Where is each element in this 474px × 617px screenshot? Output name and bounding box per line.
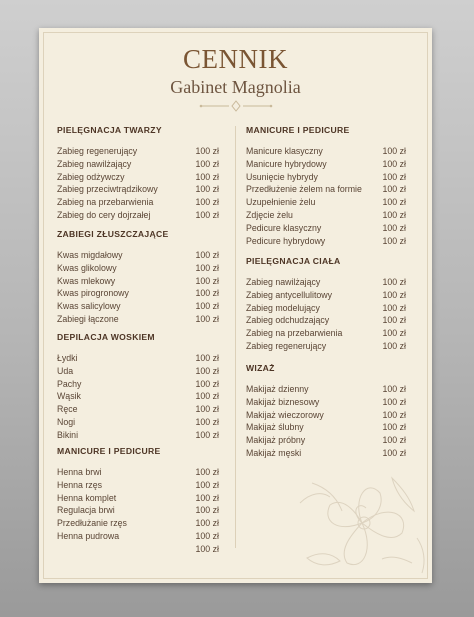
service-price: 100 zł: [382, 222, 406, 233]
section-title: MANICURE I PEDICURE: [246, 125, 350, 135]
service-name: Bikini: [57, 429, 79, 440]
price-item: [246, 223, 406, 236]
service-name: Uzupełnienie żelu: [246, 197, 316, 208]
service-price: 100 zł: [195, 543, 219, 554]
service-price: 100 zł: [382, 340, 406, 351]
service-name: Uda: [57, 365, 74, 376]
service-price: 100 zł: [195, 505, 219, 516]
service-name: Przedłużenie żelem na formie: [246, 184, 362, 195]
price-item: [246, 146, 406, 159]
price-item: [57, 210, 219, 223]
service-name: Zdjęcie żelu: [246, 209, 293, 220]
service-name: Zabieg na przebarwienia: [57, 197, 154, 208]
service-name: Kwas salicylowy: [57, 301, 121, 312]
service-name: Nogi: [57, 416, 76, 427]
service-price: 100 zł: [195, 530, 219, 541]
price-item: [57, 301, 219, 314]
service-price: 100 zł: [382, 302, 406, 313]
price-item: [57, 159, 219, 172]
service-price: 100 zł: [195, 171, 219, 182]
price-item: [246, 236, 406, 249]
service-name: Zabieg przeciwtrądzikowy: [57, 184, 158, 195]
service-price: 100 zł: [382, 184, 406, 195]
price-item: [246, 277, 406, 290]
service-price: 100 zł: [195, 391, 219, 402]
price-item: [57, 417, 219, 430]
service-price: 100 zł: [195, 416, 219, 427]
price-item: [246, 210, 406, 223]
price-item: [57, 197, 219, 210]
service-name: Makijaż wieczorowy: [246, 409, 324, 420]
price-item: [246, 328, 406, 341]
price-item: [246, 184, 406, 197]
service-price: 100 zł: [195, 492, 219, 503]
section-wizaz: [246, 363, 406, 461]
section-title: ZABIEGI ZŁUSZCZAJĄCE: [57, 229, 169, 239]
service-price: 100 zł: [195, 146, 219, 156]
service-name: Zabieg nawilżający: [57, 158, 132, 169]
service-name: Manicure hybrydowy: [246, 158, 327, 169]
price-item: [57, 250, 219, 263]
ornament-divider-icon: [199, 99, 273, 113]
section-title: MANICURE I PEDICURE: [57, 446, 161, 456]
service-price: 100 zł: [382, 435, 406, 446]
section-pielegnacja-ciala: [246, 256, 406, 354]
service-name: Pedicure klasyczny: [246, 222, 322, 233]
price-item: [57, 276, 219, 289]
service-price: 100 zł: [382, 396, 406, 407]
price-item: [57, 353, 219, 366]
service-name: Makijaż próbny: [246, 435, 306, 446]
price-item: [57, 172, 219, 185]
service-name: Henna pudrowa: [57, 530, 120, 541]
service-price: 100 zł: [195, 313, 219, 324]
price-item: [57, 146, 219, 159]
service-price: 100 zł: [195, 209, 219, 220]
price-item: [57, 404, 219, 417]
price-item: [57, 391, 219, 404]
service-name: Zabieg antycellulitowy: [246, 289, 333, 300]
service-price: 100 zł: [195, 184, 219, 195]
price-item: [246, 172, 406, 185]
section-manicure-i-pedicure: [246, 125, 406, 248]
service-price: 100 zł: [195, 275, 219, 286]
service-price: 100 zł: [382, 209, 406, 220]
price-item: [246, 397, 406, 410]
price-item: [57, 288, 219, 301]
service-name: Kwas mlekowy: [57, 275, 116, 286]
service-price: 100 zł: [195, 479, 219, 490]
service-price: 100 zł: [195, 467, 219, 477]
service-name: Zabieg modelujący: [246, 302, 320, 313]
price-list-sheet: [39, 28, 432, 583]
page-subtitle: Gabinet Magnolia: [170, 77, 301, 97]
price-item: [246, 448, 406, 461]
price-item: [246, 422, 406, 435]
service-name: Kwas pirogronowy: [57, 288, 129, 299]
service-name: Zabieg odżywczy: [57, 171, 125, 182]
service-name: Henna komplet: [57, 492, 117, 503]
service-name: Henna rzęs: [57, 479, 102, 490]
price-item: [57, 263, 219, 276]
service-price: 100 zł: [195, 158, 219, 169]
section-depilacja-woskiem: [57, 332, 219, 443]
price-item: [57, 480, 219, 493]
service-price: 100 zł: [382, 289, 406, 300]
service-name: Zabieg do cery dojrzałej: [57, 209, 151, 220]
service-name: Makijaż męski: [246, 447, 302, 458]
price-item: [57, 518, 219, 531]
price-item: [246, 410, 406, 423]
service-price: 100 zł: [382, 235, 406, 246]
section-title: PIELĘGNACJA TWARZY: [57, 125, 162, 135]
magnolia-flower-icon: [292, 463, 432, 583]
section-title: DEPILACJA WOSKIEM: [57, 332, 155, 342]
service-price: 100 zł: [195, 429, 219, 440]
service-name: Manicure klasyczny: [246, 146, 323, 156]
price-item: [57, 366, 219, 379]
service-price: 100 zł: [195, 262, 219, 273]
service-price: 100 zł: [382, 384, 406, 394]
service-name: Makijaż dzienny: [246, 384, 309, 394]
service-name: Łydki: [57, 353, 78, 363]
service-price: 100 zł: [195, 365, 219, 376]
price-item: [57, 531, 219, 544]
service-name: Zabiegi łączone: [57, 313, 119, 324]
service-price: 100 zł: [382, 328, 406, 339]
price-item: [246, 315, 406, 328]
service-name: Kwas glikolowy: [57, 262, 117, 273]
price-item: [57, 314, 219, 327]
price-item: [57, 493, 219, 506]
price-item: [246, 290, 406, 303]
price-item: [57, 430, 219, 443]
service-price: 100 zł: [382, 315, 406, 326]
section-title: WIZAŻ: [246, 363, 275, 373]
service-name: Pedicure hybrydowy: [246, 235, 326, 246]
service-name: Zabieg regenerujący: [57, 146, 138, 156]
service-price: 100 zł: [195, 518, 219, 529]
service-name: Zabieg na przebarwienia: [246, 328, 343, 339]
service-name: Przedłużanie rzęs: [57, 518, 127, 529]
service-name: Zabieg odchudzający: [246, 315, 330, 326]
service-price: 100 zł: [382, 447, 406, 458]
section-pielegnacja-twarzy: [57, 125, 219, 223]
service-name: Makijaż biznesowy: [246, 396, 320, 407]
column-divider: [235, 126, 236, 548]
service-name: Makijaż ślubny: [246, 422, 304, 433]
service-name: Kwas migdałowy: [57, 250, 123, 260]
service-price: 100 zł: [382, 409, 406, 420]
service-name: Zabieg nawilżający: [246, 277, 321, 287]
service-price: 100 zł: [195, 404, 219, 415]
price-item: [57, 467, 219, 480]
section-title: PIELĘGNACJA CIAŁA: [246, 256, 341, 266]
service-price: 100 zł: [195, 250, 219, 260]
service-name: Pachy: [57, 378, 82, 389]
price-item: [57, 184, 219, 197]
service-price: 100 zł: [195, 288, 219, 299]
price-item: [246, 197, 406, 210]
price-item: [246, 159, 406, 172]
price-item: [246, 435, 406, 448]
service-price: 100 zł: [382, 146, 406, 156]
service-price: 100 zł: [382, 171, 406, 182]
service-name: Zabieg regenerujący: [246, 340, 327, 351]
price-item: [57, 505, 219, 518]
section-zabiegi-zluszczajace: [57, 229, 219, 327]
section-manicure-i-pedicure: [57, 446, 219, 557]
price-item: [57, 379, 219, 392]
service-price: 100 zł: [195, 353, 219, 363]
price-item: [57, 544, 219, 557]
page-title: CENNIK: [183, 44, 288, 74]
service-name: Wąsik: [57, 391, 81, 402]
service-price: 100 zł: [382, 197, 406, 208]
service-price: 100 zł: [195, 197, 219, 208]
price-item: [246, 341, 406, 354]
service-name: Ręce: [57, 404, 78, 415]
price-item: [246, 303, 406, 316]
service-price: 100 zł: [382, 277, 406, 287]
service-name: Usunięcie hybrydy: [246, 171, 318, 182]
service-price: 100 zł: [382, 422, 406, 433]
service-name: Henna brwi: [57, 467, 102, 477]
service-price: 100 zł: [195, 301, 219, 312]
price-item: [246, 384, 406, 397]
service-price: 100 zł: [382, 158, 406, 169]
service-price: 100 zł: [195, 378, 219, 389]
service-name: Regulacja brwi: [57, 505, 115, 516]
